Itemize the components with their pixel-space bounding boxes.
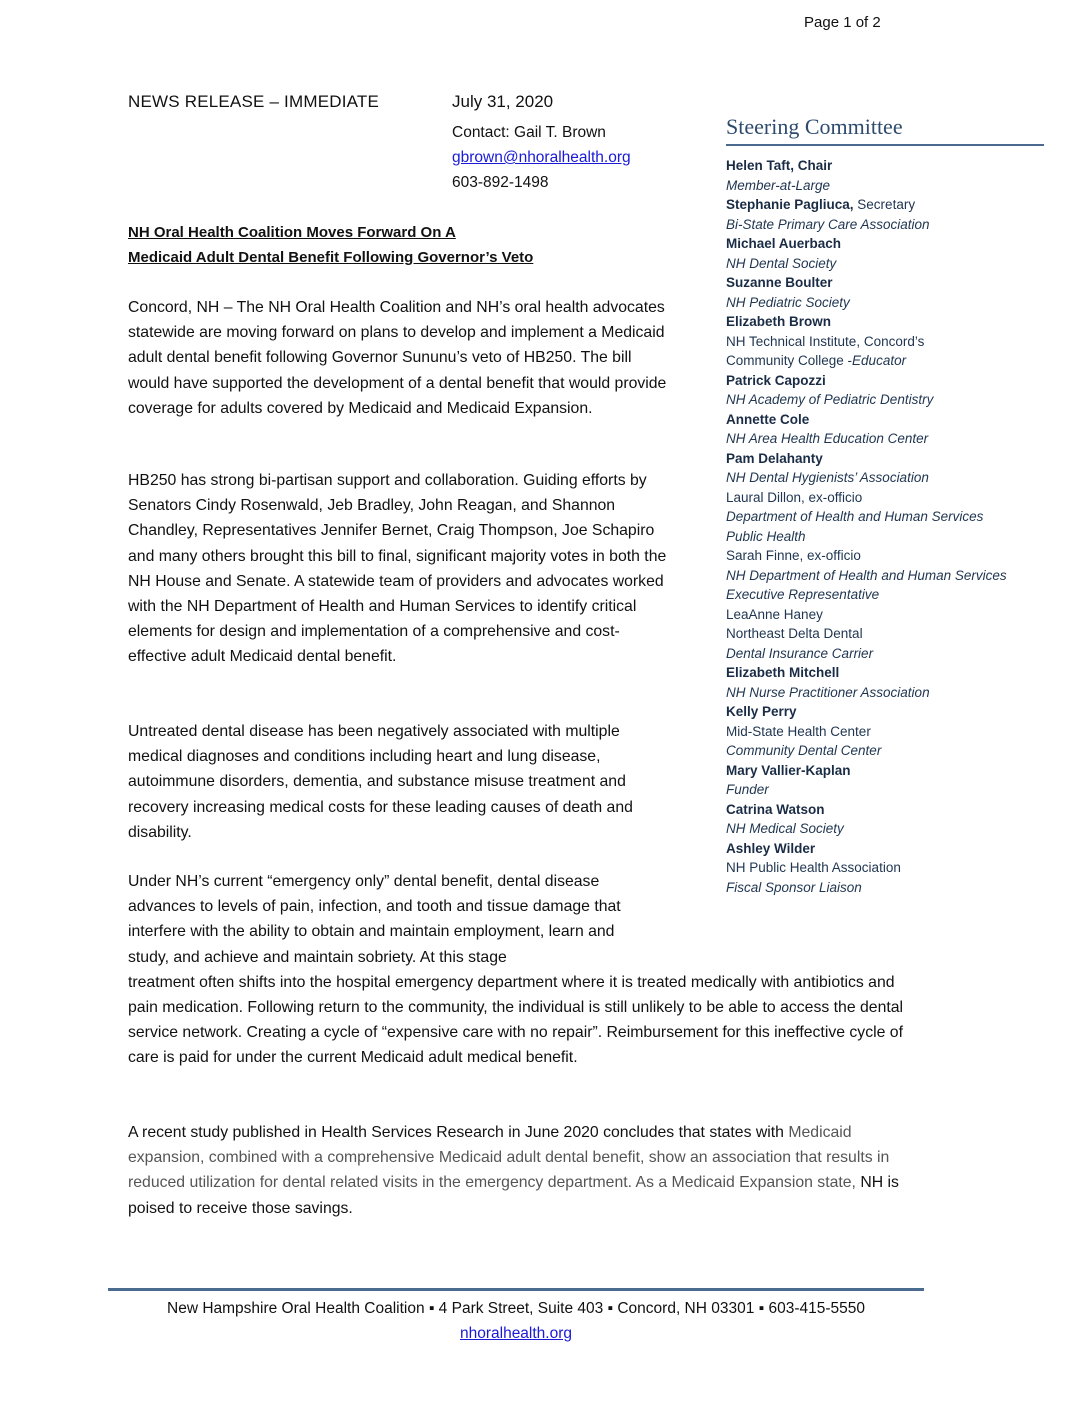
- headline-line-2: Medicaid Adult Dental Benefit Following Governor’s Veto: [128, 249, 534, 266]
- paragraph-5-part-c: NH is poised to receive those savings.: [128, 1174, 899, 1217]
- committee-line-text: Community College -: [726, 353, 853, 368]
- committee-line-text: NH Academy of Pediatric Dentistry: [726, 392, 934, 407]
- paragraph-3: Untreated dental disease has been negatively associated with multiple medical diagnoses and conditions including heart and lung disease, autoimmune disorders, dementia, and substance misuse treatment and recovery increasing medical costs for these leading causes of death and disability.: [128, 723, 633, 841]
- committee-line-text: NH Technical Institute, Concord’s: [726, 333, 925, 349]
- contact-phone: 603-892-1498: [452, 174, 549, 191]
- committee-line-text: Member-at-Large: [726, 177, 831, 193]
- committee-line: [726, 156, 1046, 176]
- committee-line: [726, 176, 1046, 196]
- release-label: NEWS RELEASE – IMMEDIATE: [128, 92, 380, 111]
- steering-committee-sidebar: [726, 114, 1046, 897]
- committee-line-text: Northeast Delta Dental: [726, 626, 863, 641]
- committee-line-text: Mary Vallier-Kaplan: [726, 762, 851, 778]
- committee-line: [726, 312, 1046, 332]
- committee-line-text: NH Nurse Practitioner Association: [726, 684, 930, 700]
- committee-line-text: Bi-State Primary Care Association: [726, 216, 930, 232]
- committee-line-suffix: Secretary: [853, 197, 916, 212]
- committee-line: [726, 332, 1046, 352]
- paragraph-1: Concord, NH – The NH Oral Health Coalition and NH’s oral health advocates statewide are moving forward on plans to develop and implement a Medicaid adult dental benefit following Governor Sununu’s veto of HB250. The bill would have supported the development of a dental benefit that would provide coverage for adults covered by Medicaid and Medicaid Expansion.: [128, 299, 667, 417]
- committee-line-text: Department of Health and Human Services: [726, 509, 984, 524]
- committee-line-text: Elizabeth Brown: [726, 314, 832, 329]
- committee-line-text: Annette Cole: [726, 411, 810, 427]
- committee-line-text: Laural Dillon, ex-officio: [726, 489, 863, 505]
- committee-line-text: NH Pediatric Society: [726, 294, 850, 310]
- committee-line: [726, 234, 1046, 254]
- contact-block: [452, 120, 631, 195]
- committee-line-text: Pam Delahanty: [726, 450, 823, 466]
- committee-line: [726, 605, 1046, 625]
- committee-line: [726, 566, 1046, 586]
- committee-line-text: Patrick Capozzi: [726, 372, 826, 388]
- contact-email-link[interactable]: gbrown@nhoralhealth.org: [452, 149, 631, 166]
- committee-line-text: Funder: [726, 782, 769, 797]
- committee-line: [726, 780, 1046, 800]
- committee-line: [726, 195, 1046, 215]
- committee-line-text: NH Public Health Association: [726, 860, 901, 875]
- committee-line-text: LeaAnne Haney: [726, 606, 823, 622]
- footer-divider: [108, 1288, 924, 1291]
- committee-line: [726, 293, 1046, 313]
- committee-line: [726, 878, 1046, 898]
- release-date: July 31, 2020: [452, 92, 554, 111]
- committee-line: [726, 585, 1046, 605]
- committee-line: [726, 683, 1046, 703]
- paragraph-4-narrow: Under NH’s current “emergency only” dental benefit, dental disease advances to levels of pain, infection, and tooth and tissue damage that interfere with the ability to obtain and maintain employment, learn and study, and achieve and maintain sobriety. At this stage: [128, 873, 621, 966]
- committee-line: [726, 371, 1046, 391]
- footer-address: New Hampshire Oral Health Coalition ▪ 4 Park Street, Suite 403 ▪ Concord, NH 03301 ▪ 603-415-5550: [167, 1300, 865, 1317]
- committee-line: [726, 410, 1046, 430]
- committee-line: [726, 800, 1046, 820]
- committee-line-text: NH Dental Hygienists’ Association: [726, 470, 929, 485]
- paragraph-4-wide: treatment often shifts into the hospital emergency department where it is treated medically with antibiotics and pain medication. Following return to the community, the individual is still unlikely to be able to access the dental service network. Creating a cycle of “expensive care with no repair”. Reimbursement for this ineffective cycle of care is paid for under the current Medicaid adult medical benefit.: [128, 973, 904, 1067]
- footer: [0, 1296, 1032, 1346]
- committee-line-text: Fiscal Sponsor Liaison: [726, 879, 862, 895]
- committee-line-text: Michael Auerbach: [726, 236, 842, 251]
- paragraph-5-part-b: Medicaid expansion, combined with a comprehensive Medicaid adult dental benefit, show an association that results in reduced utilization for dental related visits in the emergency department. As a Medicaid Expansion state,: [128, 1124, 890, 1192]
- committee-line-text: Catrina Watson: [726, 801, 825, 817]
- contact-name: Contact: Gail T. Brown: [452, 124, 606, 141]
- committee-line: [726, 390, 1046, 410]
- committee-line-text: NH Area Health Education Center: [726, 431, 929, 446]
- committee-line: [726, 702, 1046, 722]
- committee-line: [726, 663, 1046, 683]
- committee-line: [726, 741, 1046, 761]
- committee-line: [726, 761, 1046, 781]
- committee-line-text: Ashley Wilder: [726, 840, 816, 856]
- paragraph-4: [128, 869, 928, 1071]
- committee-line-text: Suzanne Boulter: [726, 275, 833, 290]
- committee-line-text: Stephanie Pagliuca,: [726, 197, 854, 212]
- committee-line: [726, 507, 1046, 527]
- committee-line: [726, 254, 1046, 274]
- paragraph-5-part-a: A recent study published in Health Services Research in June 2020 concludes that states with: [128, 1124, 789, 1141]
- committee-line-text: NH Department of Health and Human Services: [726, 567, 1007, 583]
- committee-line: [726, 488, 1046, 508]
- committee-line-text: Helen Taft, Chair: [726, 158, 833, 173]
- committee-line-text: Sarah Finne, ex-officio: [726, 548, 861, 563]
- committee-line-text: Kelly Perry: [726, 704, 797, 719]
- footer-website-link[interactable]: nhoralhealth.org: [459, 1325, 573, 1342]
- committee-line-text: Executive Representative: [726, 587, 880, 602]
- committee-line: [726, 839, 1046, 859]
- committee-line: [726, 624, 1046, 644]
- committee-line-text: Dental Insurance Carrier: [726, 645, 874, 661]
- committee-line: [726, 215, 1046, 235]
- headline: [128, 220, 533, 270]
- committee-line-text: Public Health: [726, 528, 806, 544]
- committee-line: [726, 819, 1046, 839]
- steering-committee-title: Steering Committee: [726, 114, 1044, 146]
- committee-line-suffix: Educator: [852, 353, 907, 368]
- committee-line: [726, 858, 1046, 878]
- page-number: Page 1 of 2: [804, 14, 881, 31]
- committee-line: [726, 644, 1046, 664]
- committee-line-text: Elizabeth Mitchell: [726, 665, 840, 680]
- headline-line-1: NH Oral Health Coalition Moves Forward On A: [128, 224, 456, 241]
- committee-line: [726, 546, 1046, 566]
- committee-line: [726, 527, 1046, 547]
- committee-line-text: Mid-State Health Center: [726, 723, 871, 739]
- committee-line: [726, 468, 1046, 488]
- committee-line-text: NH Medical Society: [726, 821, 844, 836]
- committee-line-text: Community Dental Center: [726, 743, 882, 758]
- paragraph-5: [128, 1120, 918, 1221]
- steering-committee-list: [726, 156, 1046, 897]
- committee-line: [726, 722, 1046, 742]
- committee-line: [726, 351, 1046, 371]
- committee-line: [726, 449, 1046, 469]
- committee-line: [726, 273, 1046, 293]
- committee-line: [726, 429, 1046, 449]
- paragraph-2: HB250 has strong bi-partisan support and collaboration. Guiding efforts by Senators Cindy Rosenwald, Jeb Bradley, John Reagan, and Shannon Chandley, Representatives Jennifer Bernet, Craig Thompson, Joe Schapiro and many others brought this bill to final, significant majority votes in both the NH House and Senate. A statewide team of providers and advocates worked with the NH Department of Health and Human Services to identify critical elements for design and implementation of a comprehensive and cost-effective adult Medicaid dental benefit.: [128, 472, 667, 666]
- committee-line-text: NH Dental Society: [726, 255, 837, 271]
